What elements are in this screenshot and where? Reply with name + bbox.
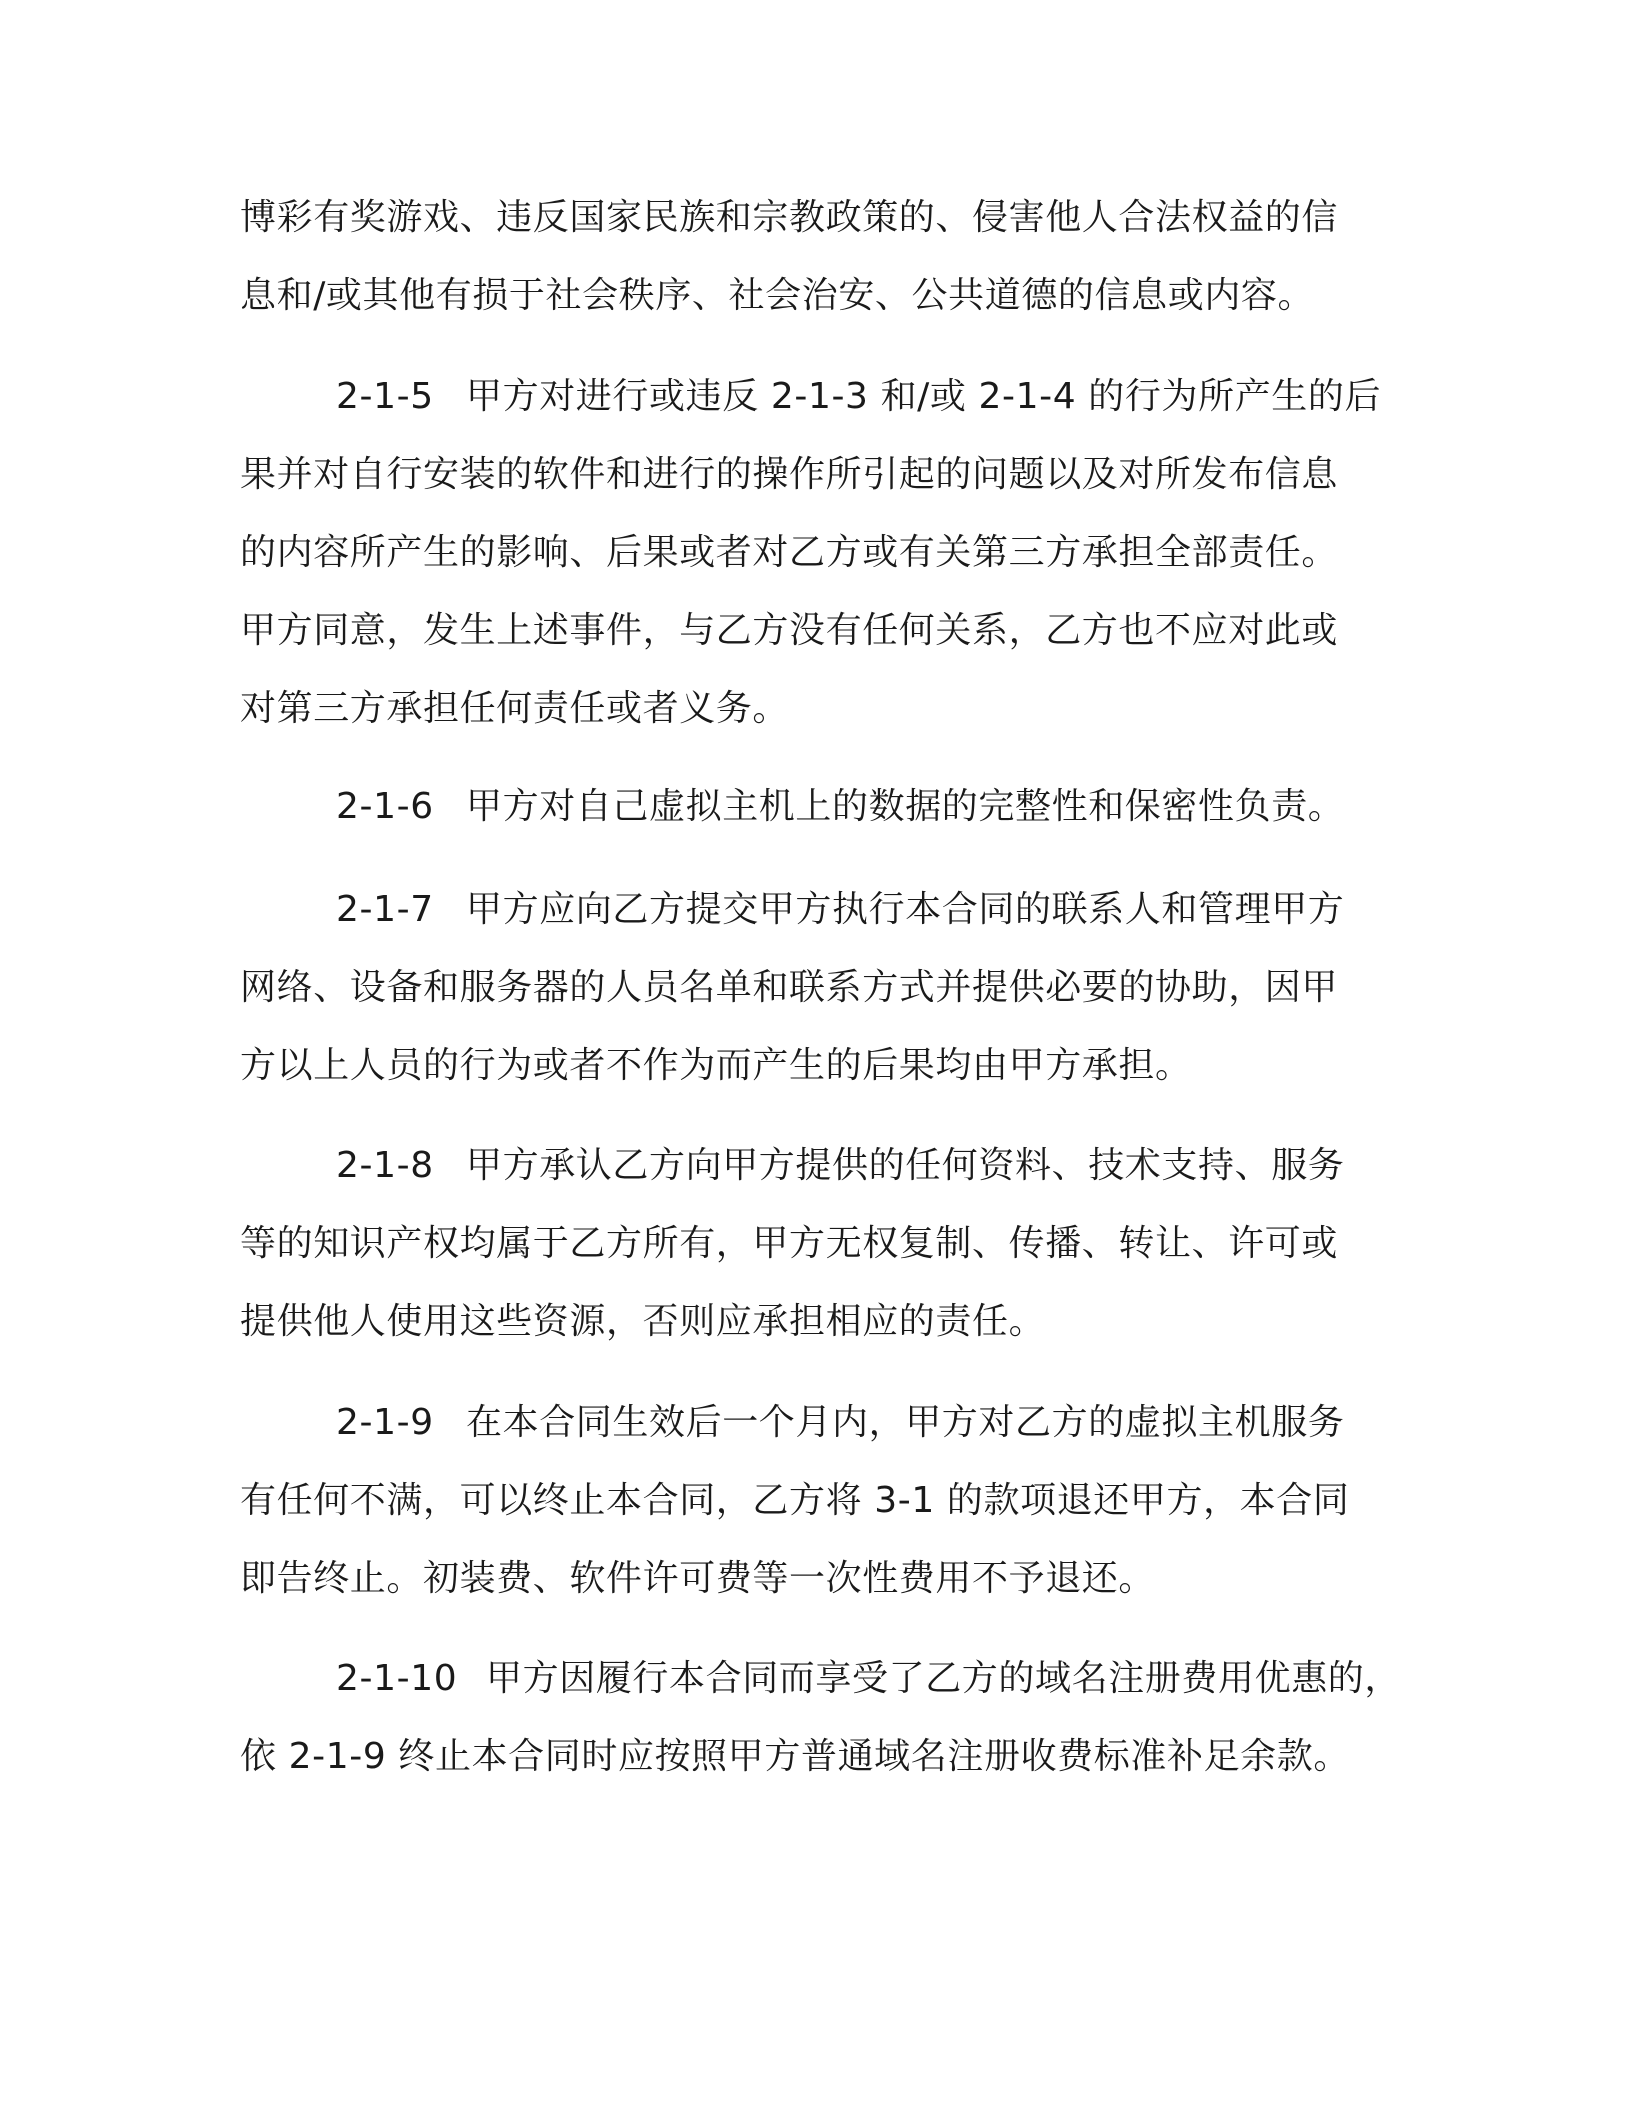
text-line: 方以上人员的行为或者不作为而产生的后果均由甲方承担。 (240, 1045, 1192, 1086)
clause-2-1-8 (240, 1127, 1368, 1361)
clause-number: 2-1-9 (336, 1402, 434, 1443)
text-line: 提供他人使用这些资源，否则应承担相应的责任。 (240, 1301, 1046, 1342)
clause-text: 在本合同生效后一个月内，甲方对乙方的虚拟主机服务 (466, 1402, 1345, 1443)
text-line: 甲方同意，发生上述事件，与乙方没有任何关系，乙方也不应对此或 (240, 610, 1339, 651)
text-line: 博彩有奖游戏、违反国家民族和宗教政策的、侵害他人合法权益的信 (240, 197, 1339, 238)
clause-2-1-6 (240, 768, 1368, 846)
clause-2-1-9 (240, 1384, 1368, 1618)
clause-first-line (240, 768, 1368, 846)
text-line: 有任何不满，可以终止本合同，乙方将 3-1 的款项退还甲方，本合同 (240, 1480, 1350, 1521)
paragraph-continuation (240, 179, 1368, 335)
clause-first-line (240, 1640, 1402, 1718)
clause-text: 甲方承认乙方向甲方提供的任何资料、技术支持、服务 (466, 1145, 1345, 1186)
text-line: 网络、设备和服务器的人员名单和联系方式并提供必要的协助，因甲 (240, 967, 1339, 1008)
clause-number: 2-1-6 (336, 786, 434, 827)
clause-2-1-5 (240, 358, 1382, 748)
text-line: 等的知识产权均属于乙方所有，甲方无权复制、传播、转让、许可或 (240, 1223, 1339, 1264)
clause-first-line (240, 358, 1382, 436)
clause-number: 2-1-8 (336, 1145, 434, 1186)
text-line: 对第三方承担任何责任或者义务。 (240, 688, 790, 729)
clause-first-line (240, 1127, 1368, 1205)
clause-text: 甲方因履行本合同而享受了乙方的域名注册费用优惠的， (486, 1658, 1402, 1699)
clause-text: 甲方对进行或违反 2-1-3 和/或 2-1-4 的行为所产生的后 (466, 376, 1382, 417)
clause-number: 2-1-5 (336, 376, 434, 417)
clause-first-line (240, 1384, 1368, 1462)
text-line: 的内容所产生的影响、后果或者对乙方或有关第三方承担全部责任。 (240, 532, 1339, 573)
clause-text: 甲方对自己虚拟主机上的数据的完整性和保密性负责。 (466, 786, 1345, 827)
text-line: 即告终止。初装费、软件许可费等一次性费用不予退还。 (240, 1558, 1156, 1599)
text-line: 果并对自行安装的软件和进行的操作所引起的问题以及对所发布信息 (240, 454, 1339, 495)
clause-number: 2-1-7 (336, 889, 434, 930)
clause-number: 2-1-10 (336, 1658, 458, 1699)
text-line: 依 2-1-9 终止本合同时应按照甲方普通域名注册收费标准补足余款。 (240, 1736, 1350, 1777)
clause-2-1-7 (240, 871, 1368, 1105)
clause-2-1-10 (240, 1640, 1402, 1796)
clause-text: 甲方应向乙方提交甲方执行本合同的联系人和管理甲方 (466, 889, 1345, 930)
text-line: 息和/或其他有损于社会秩序、社会治安、公共道德的信息或内容。 (240, 275, 1315, 316)
clause-first-line (240, 871, 1368, 949)
